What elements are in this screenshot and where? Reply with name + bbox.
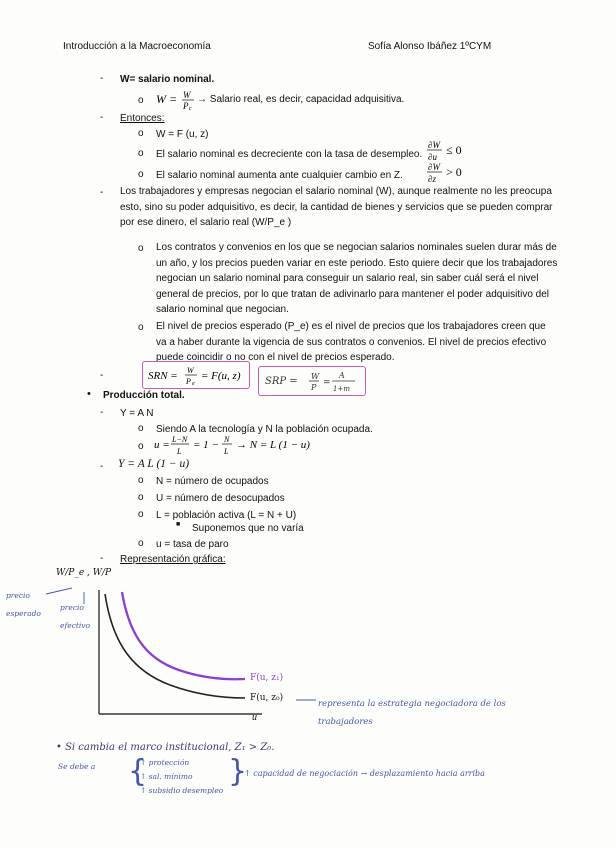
decreasing-text: El salario nominal es decreciente con la tasa de desempleo. [156,149,423,160]
brace-open: { [128,754,148,789]
svg-text:∂u: ∂u [428,152,437,162]
dash-bullet: - [100,370,104,381]
srp-handwritten-box [258,366,366,396]
n-definition: N = número de ocupados [156,476,269,487]
curve-z0-label: F(u, z₀) [250,693,284,703]
siendo-text: Siendo A la tecnología y N la población ocupada. [156,424,373,435]
svg-text:L: L [177,447,182,456]
handwritten-conclusion: ↑ capacidad de negociación → desplazamiento hacia arriba [244,769,485,778]
square-bullet: ■ [176,521,181,528]
dash-bullet: - [100,187,104,198]
svg-text:1+m: 1+m [333,385,350,393]
svg-text:> 0: > 0 [446,165,462,179]
dash-bullet: - [100,73,104,84]
note-precio-efectivo: precio efectivo [60,603,91,630]
svg-text:W: W [183,90,191,100]
svg-text:∂W: ∂W [428,162,440,172]
circle-bullet: o [138,148,144,159]
note-precio-esperado: precio esperado [6,591,41,618]
circle-bullet: o [138,492,144,503]
svg-text:c: c [189,106,192,111]
dash-bullet: - [100,112,104,123]
dash-bullet: - [100,553,104,564]
circle-bullet: o [138,441,144,452]
graph-y-label: W/P_e , W/P [56,568,112,578]
handwritten-item-3: ↑ subsidio desempleo [140,786,224,795]
svg-text:W: W [311,372,320,381]
expected-price-paragraph: El nivel de precios esperado (P_e) es el nivel de precios que los trabajadores creen que va a haber durante la vigencia de sus contratos o convenios. El nivel de precios efectivo puede coincidir o no con el nivel de precios esperado. [156,321,547,363]
svg-text:∂z: ∂z [428,174,436,184]
circle-bullet: o [138,423,144,434]
header-right: Sofía Alonso Ibáñez 1ºCYM [368,41,492,52]
circle-bullet: o [138,509,144,520]
circle-bullet: o [138,169,144,180]
handwritten-prefix: Se debe a [58,762,96,771]
dash-bullet: - [100,461,104,472]
svg-text:P: P [186,377,191,386]
svg-text:W: W [187,366,194,375]
svg-text:→ N = L (1 − u): → N = L (1 − u) [236,439,310,451]
srn-box [142,361,250,389]
circle-bullet: o [138,95,144,106]
svg-text:= F(u, z): = F(u, z) [201,370,241,382]
svg-text:L: L [224,447,229,456]
l-definition: L = población activa (L = N + U) [156,510,297,521]
svg-text:u =: u = [154,439,170,451]
header-left: Introducción a la Macroeconomía [63,41,211,52]
filled-bullet: • [87,388,91,400]
svg-text:N: N [224,435,230,444]
brace-close: } [228,754,248,789]
svg-text:= 1 −: = 1 − [193,439,219,451]
y-equation: Y = A L (1 − u) [118,458,190,470]
note-curve: representa la estrategia negociadora de los trabajadores [318,699,506,727]
circle-bullet: o [138,538,144,549]
u-definition: U = número de desocupados [156,493,285,504]
circle-bullet: o [138,128,144,139]
srp-handwritten [259,367,365,395]
handwritten-item-1: ↑ protección [140,758,190,767]
increasing-text: El salario nominal aumenta ante cualquier cambio en Z. [156,170,403,181]
svg-text:=: = [323,378,331,388]
svg-text:e: e [192,381,195,387]
svg-text:P: P [183,101,189,111]
circle-bullet: o [138,475,144,486]
handwritten-item-2: ↑ sal. mínimo [140,772,193,781]
negotiation-paragraph: Los trabajadores y empresas negocian el salario nominal (W), aunque realmente no les preocupa esto, sino su poder adquisitivo, es decir, la cantidad de bienes y servicios que se pueden comprar por ese dinero, el salario real (W/P_e ) [120,186,553,228]
svg-text:≤ 0: ≤ 0 [446,143,462,157]
representacion-heading: Representación gráfica: [120,554,226,565]
handwritten-line1: • Si cambia el marco institucional, Z₁ > Z₀. [56,742,275,753]
svg-text:L−N: L−N [172,435,188,444]
circle-bullet: o [138,322,144,333]
svg-text:W =: W = [156,92,178,106]
contracts-paragraph: Los contratos y convenios en los que se negocian salarios nominales suelen durar más de un año, y los precios pueden variar en este periodo. Esto quiere decir que los trabajadores negocian un salario nominal para conseguir un salario real, sin saber cuál será el nivel general de precios, por lo que tratan de adivinarlo para mantener el poder adquisitivo del salario nominal que negocian. [156,242,558,315]
tasa-text: u = tasa de paro [156,539,229,550]
x-axis-label: u [252,712,257,723]
entonces-heading: Entonces: [120,113,165,124]
w-definition: W= salario nominal. [120,74,215,85]
curve-z1 [122,592,245,679]
srn-formula [143,362,249,388]
svg-text:SRP =: SRP = [265,376,298,387]
svg-text:∂W: ∂W [428,140,440,150]
circle-bullet: o [138,243,144,254]
svg-text:P: P [311,383,317,392]
w-function: W = F (u, z) [156,129,209,140]
real-wage-text: → Salario real, es decir, capacidad adquisitiva. [197,94,405,105]
svg-text:A: A [339,371,345,380]
produccion-heading: Producción total. [103,390,185,401]
svg-text:SRN =: SRN = [148,370,178,382]
suponemos-text: Suponemos que no varía [192,523,304,534]
dash-bullet: - [100,407,104,418]
y-an: Y = A N [120,408,154,419]
curve-z1-label: F(u, z₁) [250,673,284,683]
